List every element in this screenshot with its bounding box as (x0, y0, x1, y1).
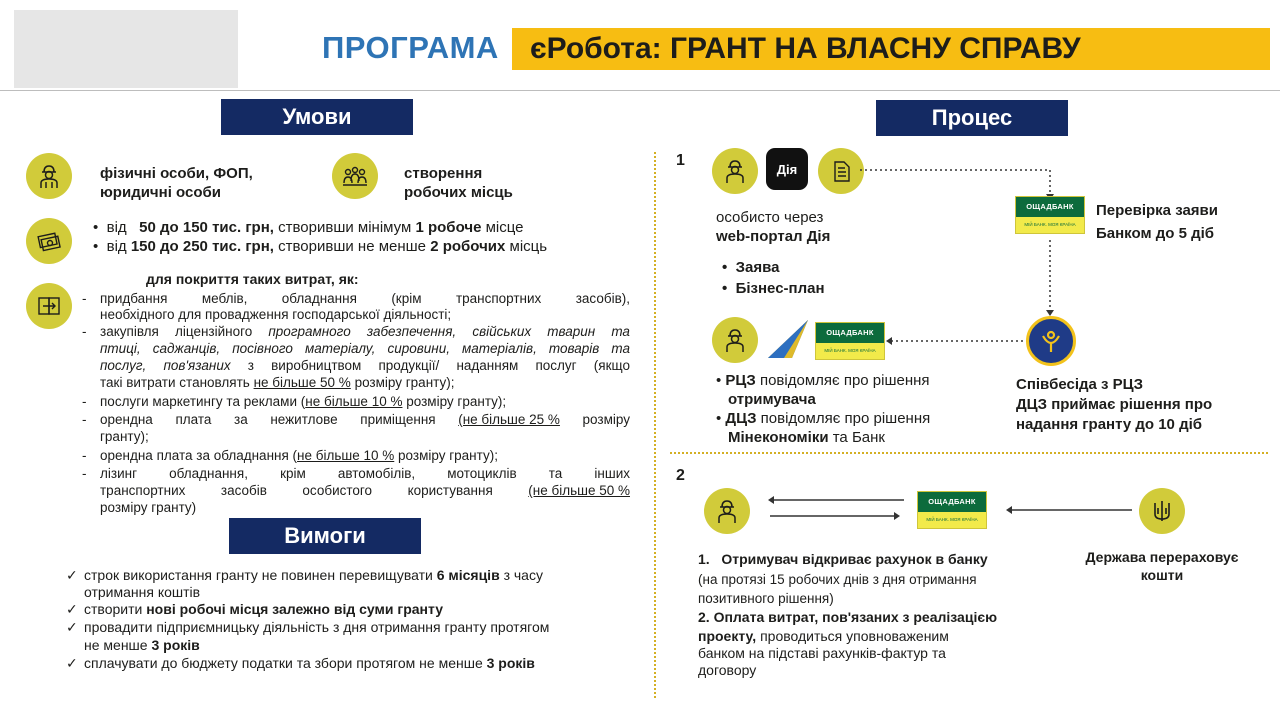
logo-placeholder (14, 10, 238, 88)
ministry-logo-icon (766, 318, 810, 362)
cost-item-1-line2: необхідного для провадження господарської діяльності; (100, 307, 452, 322)
bank-logo-account: ОЩАДБАНК МІЙ БАНК. МОЯ КРАЇНА (917, 491, 987, 529)
cost-item-6-line1: лізинг обладнання, крім автомобілів, мотоциклів та інших (100, 466, 630, 481)
applicant-icon (712, 148, 758, 194)
jobs-line1: створення (404, 165, 483, 182)
transfer-icon (26, 283, 72, 329)
document-icon (818, 148, 864, 194)
cost-item-2-line1: закупівля ліцензійного програмного забезпечення, свійських тварин та (100, 324, 630, 339)
cost-item-3: послуги маркетингу та реклами (не більше 10 % розміру гранту); (100, 394, 507, 409)
recipient-icon (712, 317, 758, 363)
costs-title: для покриття таких витрат, як: (146, 271, 359, 287)
cost-dash-1: - (82, 291, 87, 306)
grant-option-1: • від 50 до 150 тис. грн, створивши мінімум 1 робоче місце (93, 219, 524, 236)
interview-line2: ДЦЗ приймає рішення про (1016, 396, 1213, 413)
cost-item-5: орендна плата за обладнання (не більше 10 % розміру гранту); (100, 448, 498, 463)
header-divider (0, 90, 1280, 91)
farmer-icon (26, 153, 72, 199)
step2-item2-line4: договору (698, 662, 757, 678)
account-holder-icon (704, 488, 750, 534)
interview-line1: Співбесіда з РЦЗ (1016, 376, 1144, 393)
requirement-2: ✓ створити нові робочі місця залежно від суми гранту (66, 601, 443, 617)
cost-item-4-line1: орендна плата за нежитлове приміщення (не більше 25 % розміру (100, 412, 630, 427)
state-transfer-line2: кошти (1140, 567, 1184, 583)
jobs-line2: робочих місць (404, 184, 513, 201)
portal-line1: особисто через (716, 209, 824, 226)
state-transfer-line1: Держава перераховує (1085, 549, 1239, 565)
requirement-3-line2: не менше 3 років (84, 637, 200, 653)
process-heading: Процес (876, 100, 1068, 136)
bank-logo-notify: ОЩАДБАНК МІЙ БАНК. МОЯ КРАЇНА (815, 322, 885, 360)
cost-item-2-line3: послуг, пов'язаних з виробництвом продукції/ наданням послуг (якщо (100, 358, 630, 373)
step-2-number: 2 (676, 467, 685, 484)
requirements-heading: Вимоги (229, 518, 421, 554)
cost-dash-3: - (82, 394, 87, 409)
step2-item1-note-line1: (на протязі 15 робочих днів з дня отримання (698, 572, 977, 587)
cost-item-1-line1: придбання меблів, обладнання (крім транспортних засобів), (100, 291, 630, 306)
notify-2: • ДЦЗ повідомляє про рішення (716, 410, 931, 427)
doc-item-1: • Заява (722, 259, 780, 276)
bank-check-line1: Перевірка заяви (1096, 202, 1218, 219)
bank-check-line2: Банком до 5 діб (1096, 225, 1215, 242)
cost-dash-6: - (82, 466, 87, 481)
vertical-divider (654, 152, 656, 698)
step2-item2-line2: проекту, проводиться уповноваженим (698, 628, 949, 644)
page-title: єРобота: ГРАНТ НА ВЛАСНУ СПРАВУ (530, 32, 1081, 65)
ukraine-trident-icon (1139, 488, 1185, 534)
cost-dash-4: - (82, 412, 87, 427)
bank-logo-check: ОЩАДБАНК МІЙ БАНК. МОЯ КРАЇНА (1015, 196, 1085, 234)
cost-item-4-line2: гранту); (100, 429, 149, 444)
step2-item1: 1. Отримувач відкриває рахунок в банку (698, 551, 988, 567)
money-icon (26, 218, 72, 264)
notify-1: • РЦЗ повідомляє про рішення (716, 372, 930, 389)
step2-item2-line3: банком на підставі рахунків-фактур та (698, 645, 946, 661)
cost-dash-5: - (82, 448, 87, 463)
doc-item-2: • Бізнес-план (722, 280, 825, 297)
notify-1-line2: отримувача (728, 391, 816, 408)
portal-line2: web-портал Дія (716, 228, 831, 245)
cost-item-2-line4: такі витрати становлять не більше 50 % розміру гранту); (100, 375, 455, 390)
requirement-3: ✓ провадити підприємницьку діяльність з дня отримання гранту протягом (66, 619, 550, 635)
requirement-1-line2: отримання коштів (84, 584, 201, 600)
requirement-4: ✓ сплачувати до бюджету податки та збори протягом не менше 3 років (66, 655, 535, 671)
grant-option-2: • від 150 до 250 тис. грн, створивши не менше 2 робочих місць (93, 238, 548, 255)
who-line2: юридичні особи (100, 184, 221, 201)
notify-2-line2: Мінекономіки та Банк (728, 429, 885, 446)
cost-item-6-line2: транспортних засобів особистого користування (не більше 50 % (100, 483, 630, 498)
interview-line3: надання гранту до 10 діб (1016, 416, 1203, 433)
cost-item-2-line2: птиці, саджанців, посівного матеріалу, сировини, матеріалів, товарів та (100, 341, 630, 356)
step-1-number: 1 (676, 152, 685, 169)
conditions-heading: Умови (221, 99, 413, 135)
workers-icon (332, 153, 378, 199)
cost-item-6-line3: розміру гранту) (100, 500, 197, 515)
step2-item1-note-line2: позитивного рішення) (698, 591, 834, 606)
requirement-1: ✓ строк використання гранту не повинен перевищувати 6 місяців з часу (66, 567, 543, 583)
diia-logo: Дія (766, 148, 808, 190)
step2-item2-line1: 2. Оплата витрат, пов'язаних з реалізацією (698, 609, 998, 625)
who-line1: фізичні особи, ФОП, (100, 165, 253, 182)
program-label: ПРОГРАМА (322, 30, 499, 65)
cost-dash-2: - (82, 324, 87, 339)
employment-center-icon (1026, 316, 1076, 366)
